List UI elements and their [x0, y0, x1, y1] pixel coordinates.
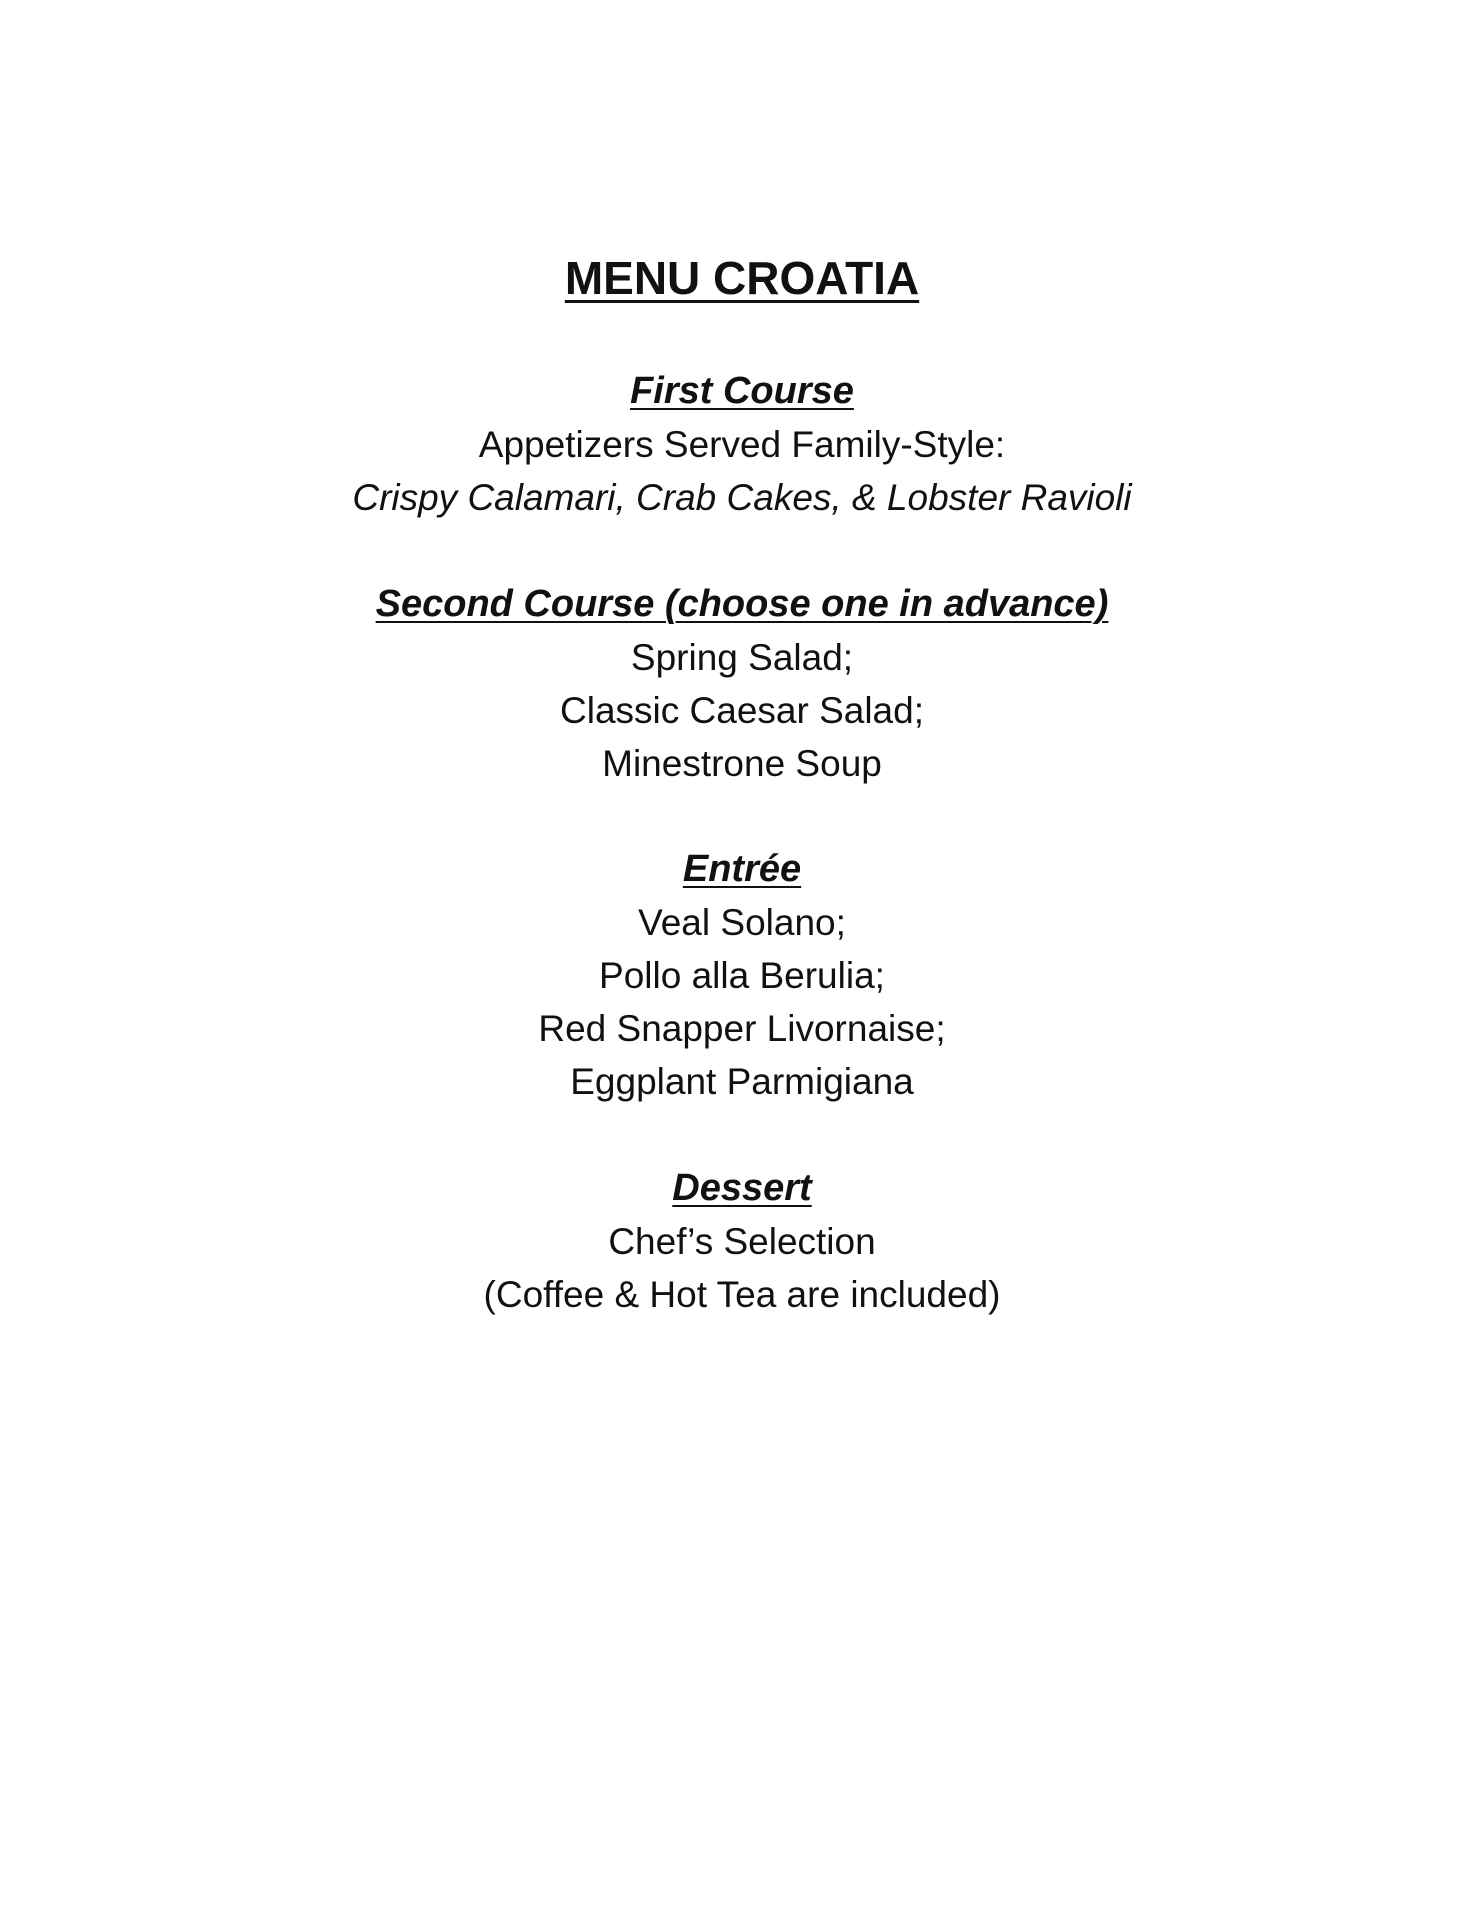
dessert-section	[0, 1162, 1484, 1321]
first-course-heading: First Course	[630, 370, 854, 412]
entree-section	[0, 843, 1484, 1108]
second-course-section	[0, 578, 1484, 790]
entree-item: Eggplant Parmigiana	[570, 1061, 914, 1102]
first-course-line: Crispy Calamari, Crab Cakes, & Lobster Ravioli	[352, 477, 1132, 518]
entree-item: Veal Solano;	[638, 902, 846, 943]
entree-item: Red Snapper Livornaise;	[538, 1008, 946, 1049]
first-course-line: Appetizers Served Family-Style:	[478, 424, 1006, 465]
dessert-line: Chef’s Selection	[608, 1221, 876, 1262]
entree-item: Pollo alla Berulia;	[599, 955, 885, 996]
entree-heading: Entrée	[682, 848, 802, 890]
second-course-heading: Second Course (choose one in advance)	[375, 583, 1109, 625]
first-course-section	[0, 365, 1484, 524]
second-course-item: Spring Salad;	[630, 637, 854, 678]
second-course-item: Minestrone Soup	[602, 743, 882, 784]
second-course-item: Classic Caesar Salad;	[560, 690, 924, 731]
dessert-heading: Dessert	[672, 1167, 812, 1209]
menu-title: MENU CROATIA	[564, 252, 920, 304]
dessert-line: (Coffee & Hot Tea are included)	[483, 1274, 1001, 1315]
